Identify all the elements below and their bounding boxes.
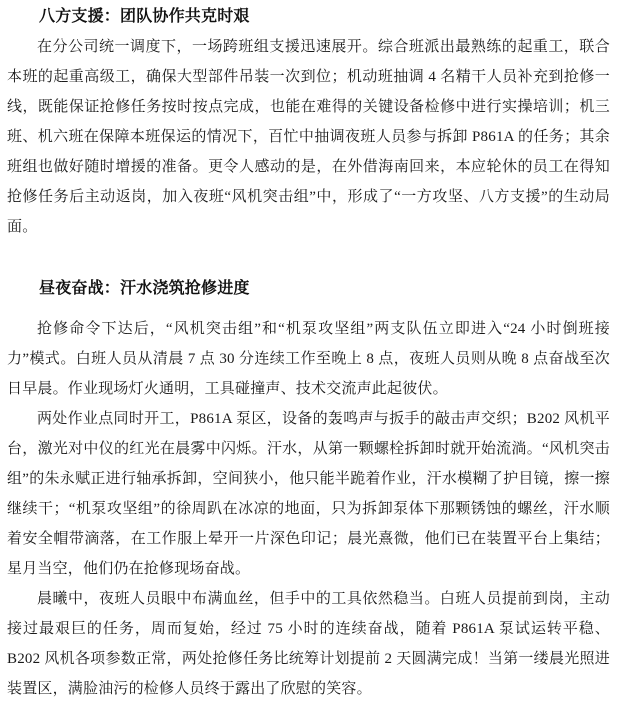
paragraph-support-details: 在分公司统一调度下，一场跨班组支援迅速展开。综合班派出最熟练的起重工，联合本班的起重高级工，确保大型部件吊装一次到位；机动班抽调 4 名精干人员补充到抢修一线，既能保证抢修任务按时按点完成，也能在难得的关键设备检修中进行实操培训；机三班、机六班在保障本班保运的情况下，百忙中抽调夜班人员参与拆卸 P861A 的任务；其余班组也做好随时增援的准备。更令人感动的是，在外借海南回来，本应轮休的员工在得知抢修任务后主动返岗，加入夜班“风机突击组”中，形成了“一方攻坚、八方支援”的生动局面。	[7, 39, 610, 235]
paragraph-shift-relay: 抢修命令下达后，“风机突击组”和“机泵攻坚组”两支队伍立即进入“24 小时倒班接力”模式。白班人员从清晨 7 点 30 分连续工作至晚上 8 点，夜班人员则从晚 8 点奋战至次日早晨。作业现场灯火通明，工具碰撞声、技术交流声此起彼伏。	[7, 321, 610, 397]
paragraph-completion: 晨曦中，夜班人员眼中布满血丝，但手中的工具依然稳当。白班人员提前到岗，主动接过最艰巨的任务，周而复始，经过 75 小时的连续奋战，随着 P861A 泵试运转平稳、B202 风机各项参数正常，两处抢修任务比统筹计划提前 2 天圆满完成！当第一缕晨光照进装置区，满脸油污的检修人员终于露出了欣慰的笑容。	[7, 591, 610, 697]
paragraph-worksite-scenes: 两处作业点同时开工，P861A 泵区，设备的轰鸣声与扳手的敲击声交织；B202 风机平台，激光对中仪的红光在晨雾中闪烁。汗水，从第一颗螺栓拆卸时就开始流淌。“风机突击组”的朱永赋正进行轴承拆卸，空间狭小，他只能半跪着作业，汗水模糊了护目镜，擦一擦继续干；“机泵攻坚组”的徐周趴在冰凉的地面，只为拆卸泵体下那颗锈蚀的螺丝，汗水顺着安全帽带滴落，在工作服上晕开一片深色印记；晨光熹微，他们已在装置平台上集结；星月当空，他们仍在抢修现场奋战。	[7, 411, 610, 577]
section-heading-day-night-battle: 昼夜奋战：汗水浇筑抢修进度	[39, 280, 250, 297]
section-heading-eight-way-support: 八方支援：团队协作共克时艰	[39, 8, 250, 25]
